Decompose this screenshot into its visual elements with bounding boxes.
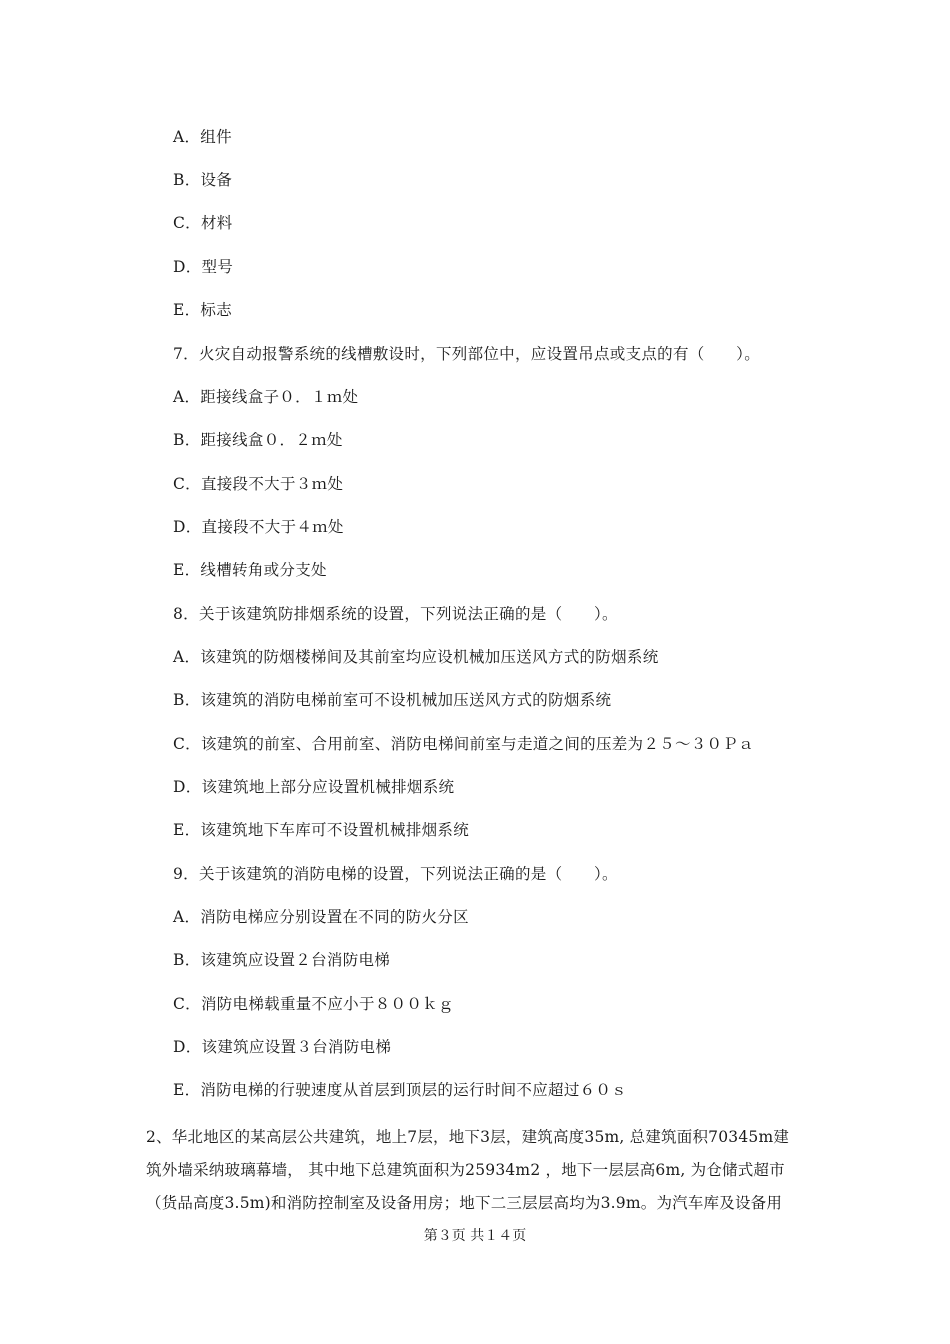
q9-option-d: D．该建筑应设置３台消防电梯 xyxy=(173,1038,392,1056)
case-2-line: 筑外墙采纳玻璃幕墙， 其中地下总建筑面积为25934m2 ，地下一层层高6m, 为仓储式超市 xyxy=(146,1161,785,1179)
q9-option-a: A．消防电梯应分别设置在不同的防火分区 xyxy=(173,908,469,926)
q6-option-d: D．型号 xyxy=(173,258,234,276)
q7-stem: 7．火灾自动报警系统的线槽敷设时，下列部位中，应设置吊点或支点的有（ ）。 xyxy=(173,345,761,363)
q6-option-c: C．材料 xyxy=(173,214,233,232)
q6-option-b: B．设备 xyxy=(173,171,233,189)
q7-option-b: B．距接线盒０．２ｍ处 xyxy=(173,431,343,449)
q7-option-d: D．直接段不大于４ｍ处 xyxy=(173,518,344,536)
case-2-line: 2、华北地区的某高层公共建筑，地上7层，地下3层，建筑高度35m, 总建筑面积70345m建 xyxy=(146,1128,790,1146)
q8-stem: 8．关于该建筑防排烟系统的设置，下列说法正确的是（ ）。 xyxy=(173,605,618,623)
q7-option-e: E．线槽转角或分支处 xyxy=(173,561,327,579)
q7-option-c: C．直接段不大于３ｍ处 xyxy=(173,475,344,493)
q8-option-a: A．该建筑的防烟楼梯间及其前室均应设机械加压送风方式的防烟系统 xyxy=(173,648,659,666)
q9-option-b: B．该建筑应设置２台消防电梯 xyxy=(173,951,391,969)
q7-option-a: A．距接线盒子０．１ｍ处 xyxy=(173,388,359,406)
q8-option-e: E．该建筑地下车库可不设置机械排烟系统 xyxy=(173,821,470,839)
q9-option-c: C．消防电梯载重量不应小于８００ｋｇ xyxy=(173,995,454,1013)
q8-option-d: D．该建筑地上部分应设置机械排烟系统 xyxy=(173,778,455,796)
case-2-paragraph xyxy=(146,1121,814,1220)
page-footer: 第３页 共１４页 xyxy=(423,1228,527,1244)
q6-option-a: A．组件 xyxy=(173,128,232,146)
q9-option-e: E．消防电梯的行驶速度从首层到顶层的运行时间不应超过６０ｓ xyxy=(173,1081,628,1099)
q8-option-c: C．该建筑的前室、合用前室、消防电梯间前室与走道之间的压差为２５～３０Ｐａ xyxy=(173,735,754,753)
q9-stem: 9．关于该建筑的消防电梯的设置，下列说法正确的是（ ）。 xyxy=(173,865,618,883)
q8-option-b: B．该建筑的消防电梯前室可不设机械加压送风方式的防烟系统 xyxy=(173,691,612,709)
q6-option-e: E．标志 xyxy=(173,301,233,319)
case-2-line: （货品高度3.5m)和消防控制室及设备用房；地下二三层层高均为3.9m。为汽车库及设备用 xyxy=(146,1194,783,1212)
